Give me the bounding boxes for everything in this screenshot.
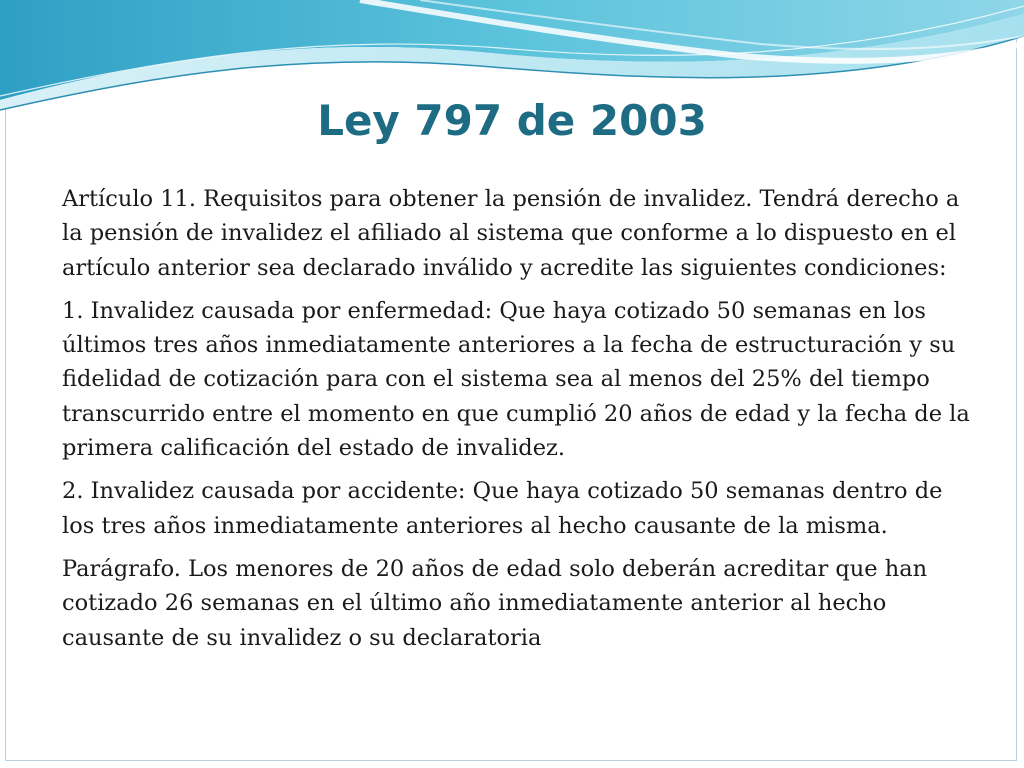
paragraph-condition-2: 2. Invalidez causada por accidente: Que haya cotizado 50 semanas dentro de los tres años inmediatamente anteriores al hecho causante de la misma. bbox=[62, 478, 943, 539]
paragraph-paragrafo: Parágrafo. Los menores de 20 años de edad solo deberán acreditar que han cotizado 26 semanas en el último año inmediatamente anterior al hecho causante de su invalidez o su declaratoria bbox=[62, 555, 928, 651]
slide-title: Ley 797 de 2003 bbox=[317, 96, 707, 145]
slide-body bbox=[62, 182, 972, 664]
paragraph-article: Artículo 11. Requisitos para obtener la pensión de invalidez. Tendrá derecho a la pensión de invalidez el afiliado al sistema que conforme a lo dispuesto en el artículo anterior sea declarado inválido y acredite las siguientes condiciones: bbox=[62, 186, 960, 281]
paragraph-condition-1: 1. Invalidez causada por enfermedad: Que haya cotizado 50 semanas en los últimos tres años inmediatamente anteriores a la fecha de estructuración y su fidelidad de cotización para con el sistema sea al menos del 25% del tiempo transcurrido entre el momento en que cumplió 20 años de edad y la fecha de la primera calificación del estado de invalidez. bbox=[62, 297, 970, 462]
